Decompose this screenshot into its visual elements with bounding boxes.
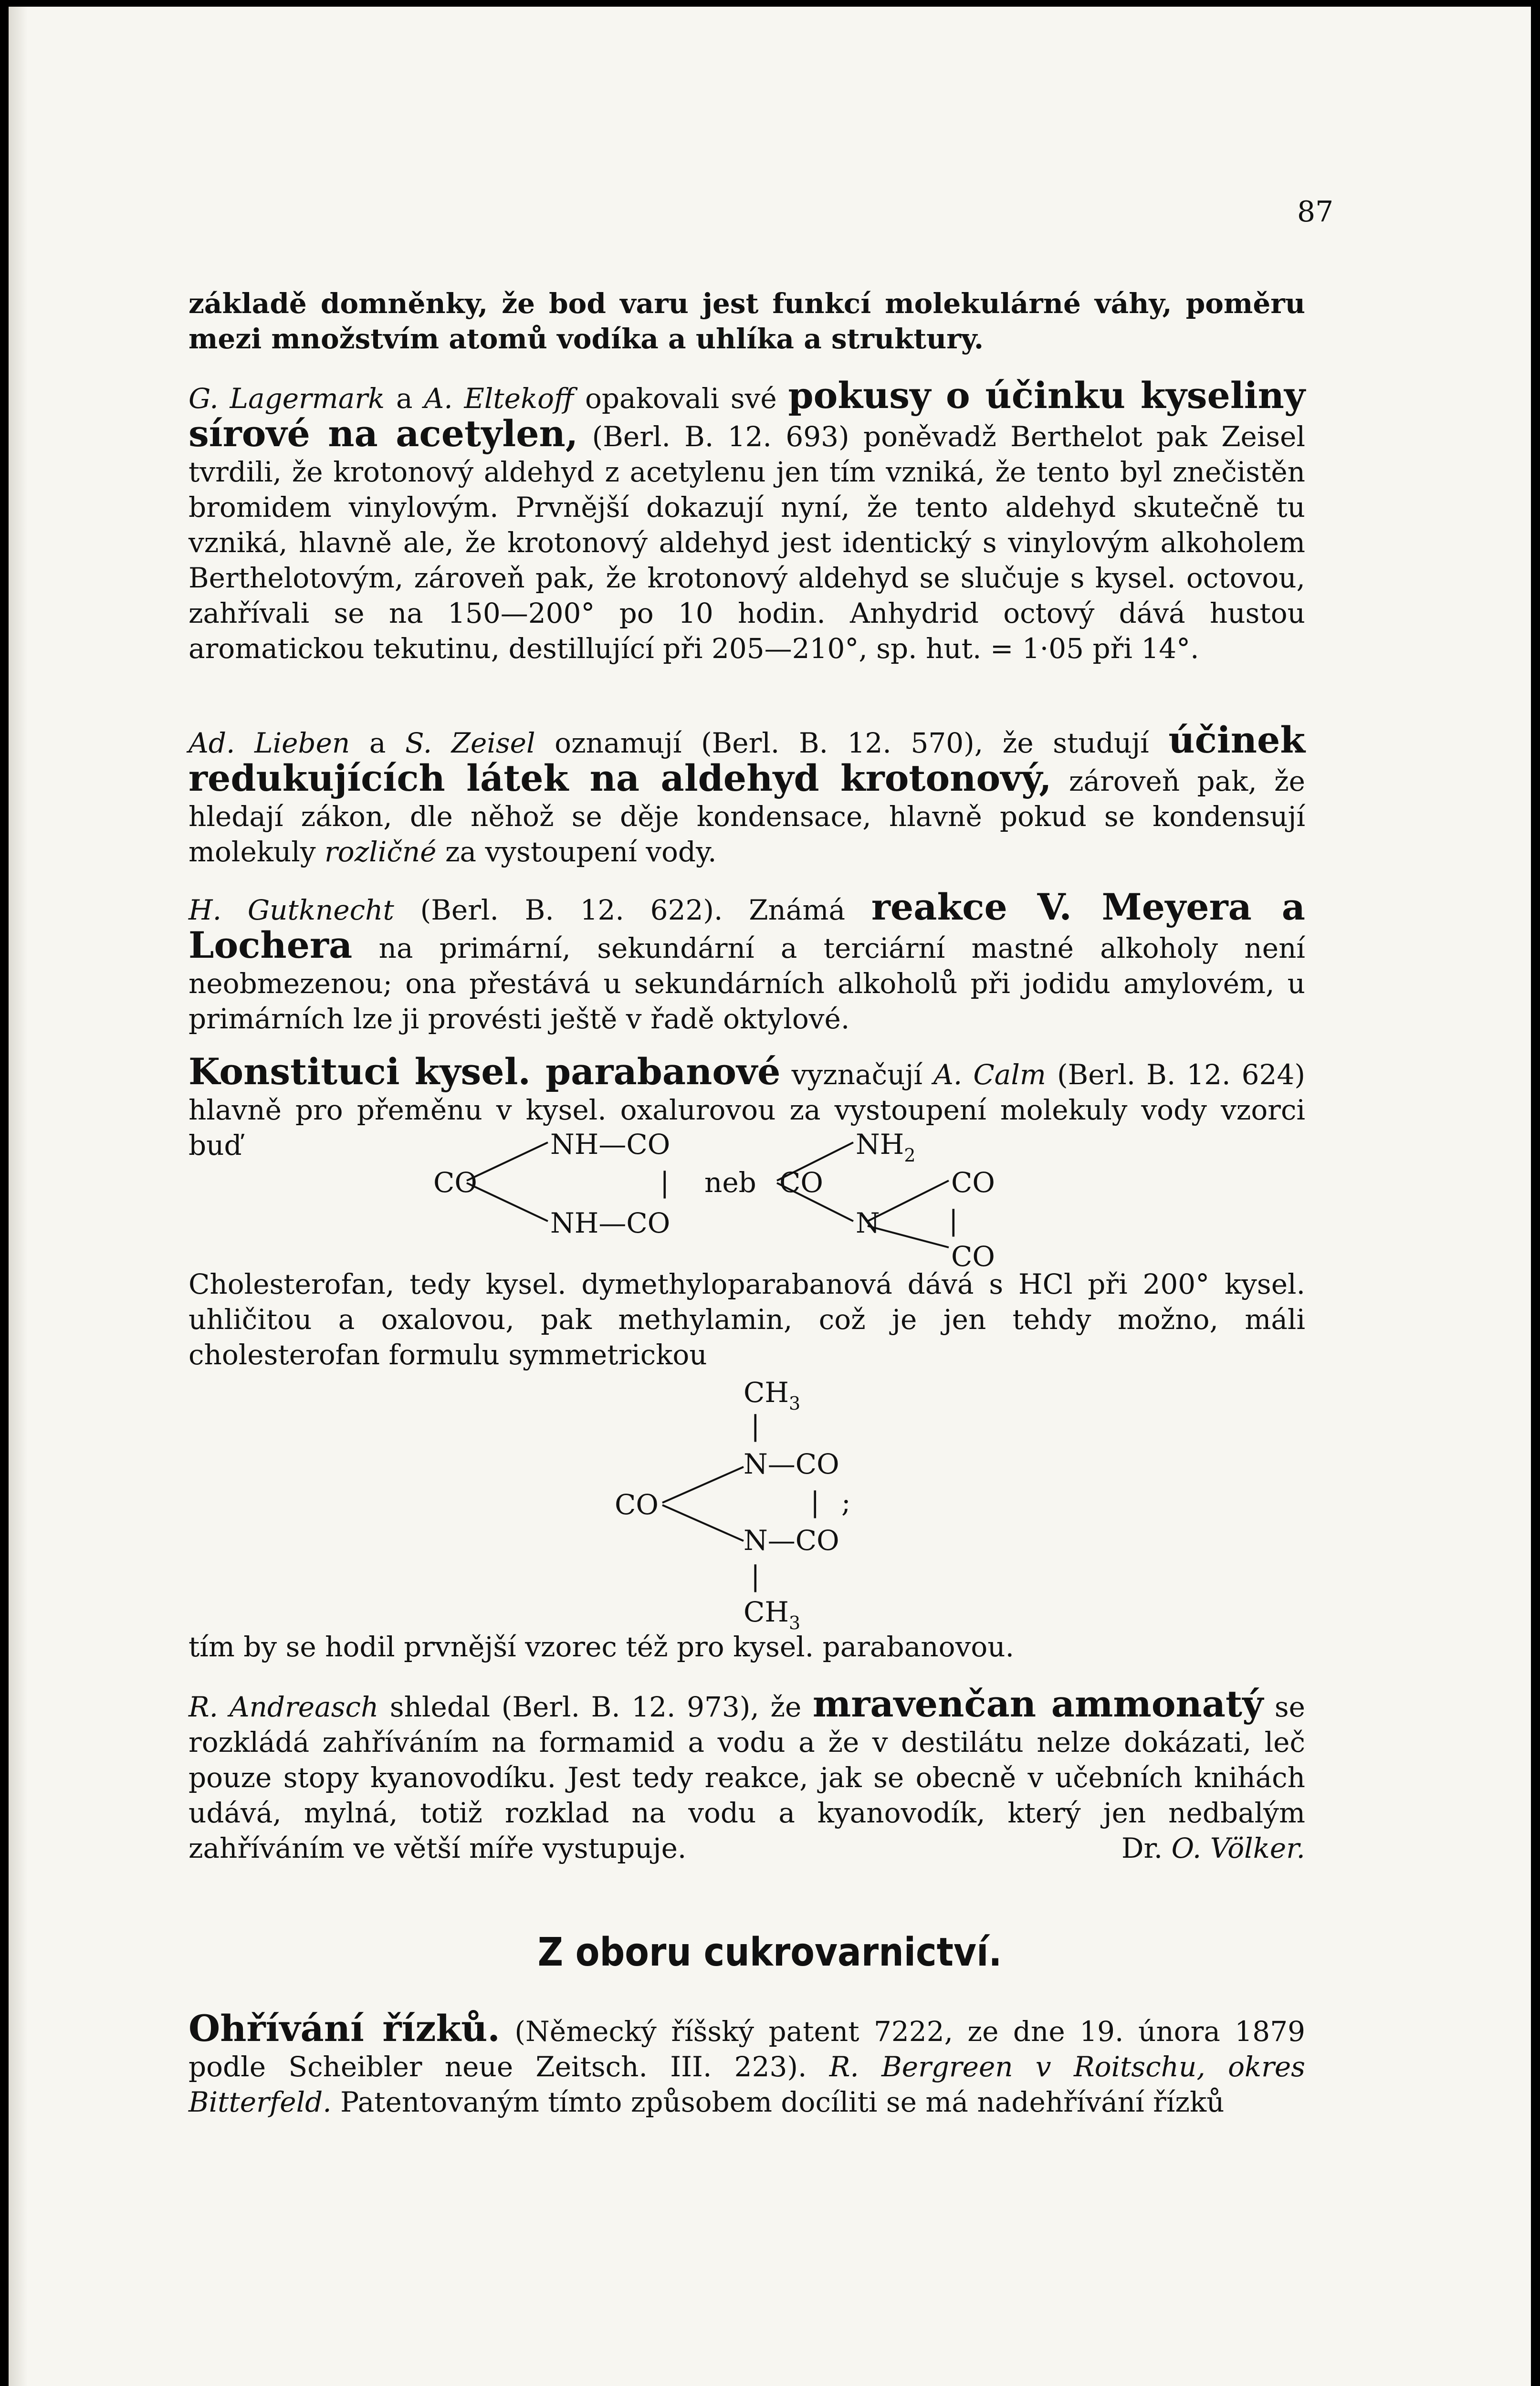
topic-heading: Ohřívání řízků. bbox=[189, 2007, 500, 2050]
author-name: A. Calm bbox=[933, 1058, 1046, 1091]
author-name: Lieben bbox=[254, 727, 350, 759]
emphasis: R. Bergreen v Roitschu, okres Bitterfeld. bbox=[189, 2051, 1305, 2118]
topic-heading: účinek redukujících látek na aldehyd krotonový, bbox=[189, 719, 1306, 799]
paragraph-lagermark bbox=[189, 374, 1306, 666]
formula-bond: | bbox=[751, 1560, 760, 1592]
structural-formula-cholesterofan bbox=[615, 1376, 901, 1634]
formula-co: CO bbox=[951, 1240, 995, 1273]
text-fragment: a bbox=[385, 382, 424, 415]
formula-n-co: N—CO bbox=[744, 1524, 839, 1557]
paragraph-conclusion bbox=[189, 1629, 1305, 1664]
formula-co: CO bbox=[615, 1488, 659, 1521]
formula-bond: | bbox=[660, 1166, 670, 1199]
signature: Dr. O. Völker. bbox=[1121, 1832, 1305, 1864]
author-name: H. Gutknecht bbox=[189, 894, 394, 926]
text-fragment: Patentovaným tímto způsobem docíliti se má nadehřívání řízků bbox=[331, 2086, 1225, 2118]
scanned-page bbox=[9, 7, 1531, 2386]
text-fragment: opakovali své bbox=[574, 382, 788, 415]
formula-nh-co: NH—CO bbox=[550, 1207, 670, 1239]
formula-bond: | bbox=[751, 1410, 760, 1442]
topic-heading: mravenčan ammonatý bbox=[812, 1683, 1264, 1725]
text-fragment: a bbox=[350, 727, 406, 759]
formula-co: CO bbox=[779, 1166, 823, 1199]
formula-nh-co: NH—CO bbox=[550, 1128, 670, 1161]
text-fragment: oznamují (Berl. B. 12. 570), že studují bbox=[535, 727, 1169, 759]
author-name: R. Andreasch bbox=[189, 1691, 379, 1723]
paragraph-lieben bbox=[189, 719, 1306, 869]
text-fragment: na primární, sekundární a terciární mastné alkoholy není neobmezenou; ona přestává u sekundárních alkoholů při jodidu amylovém, u primárních lze ji provésti ještě v řadě oktylové. bbox=[189, 932, 1305, 1035]
topic-heading: reakce V. Meyera a Lochera bbox=[189, 886, 1306, 966]
formula-co: CO bbox=[951, 1166, 995, 1199]
structural-formula-parabanic bbox=[433, 1128, 1101, 1273]
paragraph-text: základě domněnky, že bod varu jest funkcí molekulárné váhy, poměru mezi množstvím atomů vodíka a uhlíka a struktury. bbox=[189, 287, 1305, 355]
topic-heading: pokusy o účinku kyseliny sírové na acetylen, bbox=[189, 374, 1306, 455]
text-fragment: (Berl. B. 12. 693) poněvadž Berthelot pak Zeisel tvrdili, že krotonový aldehyd z acetylenu jen tím vzniká, že tento byl znečistěn bromidem vinylovým. Prvnější dokazují nyní, že tento aldehyd skutečně tu vzniká, hlavně ale, že krotonový aldehyd jest identický s vinylovým alkoholem Berthelotovým, zároveň pak, že krotonový aldehyd se slučuje s kysel. octovou, zahřívali se na 150—200° po 10 hodin. Anhydrid octový dává hustou aromatickou tekutinu, destillující při 205—210°, sp. hut. = 1·05 při 14°. bbox=[189, 420, 1306, 665]
formula-n: N bbox=[856, 1207, 880, 1239]
formula-bonds bbox=[433, 1128, 1101, 1252]
formula-nh2: $NH_2$ bbox=[856, 1128, 916, 1166]
formula-n-co: N—CO bbox=[744, 1448, 839, 1480]
formula-bond: | bbox=[949, 1204, 958, 1237]
paragraph-text: Cholesterofan, tedy kysel. dymethyloparabanová dává s HCl při 200° kysel. uhličitou a oxalovou, pak methylamin, což je jen tehdy možno, máli cholesterofan formulu symmetrickou bbox=[189, 1268, 1305, 1371]
paragraph-rizky bbox=[189, 2007, 1305, 2120]
paragraph-andreasch bbox=[189, 1683, 1305, 1866]
formula-co: CO bbox=[433, 1166, 477, 1199]
text-fragment: za vystoupení vody. bbox=[436, 836, 717, 868]
formula-conjunction: neb bbox=[704, 1166, 756, 1199]
scan-shadow-edge bbox=[9, 7, 28, 2386]
text-fragment: se rozkládá zahříváním na formamid a vodu a že v destilátu nelze dokázati, leč pouze stopy kyanovodíku. Jest tedy reakce, jak se obecně v učebních knihách udává, mylná, totiž rozklad na vodu a kyanovodík, který jen nedbalým zahříváním ve větší míře vystupuje. bbox=[189, 1691, 1305, 1864]
emphasis: rozličné bbox=[325, 836, 437, 868]
formula-ch3: $CH_3$ bbox=[744, 1596, 801, 1633]
text-fragment: (Berl. B. 12. 622). Známá bbox=[394, 894, 871, 926]
author-name: A. Eltekoff bbox=[424, 382, 574, 415]
formula-semicolon: ; bbox=[841, 1486, 851, 1518]
formula-bond: | bbox=[810, 1486, 820, 1518]
paragraph-gutknecht bbox=[189, 886, 1306, 1036]
paragraph-cholesterofan bbox=[189, 1266, 1305, 1372]
formula-ch3: $CH_3$ bbox=[744, 1376, 801, 1414]
topic-heading: Konstituci kysel. parabanové bbox=[189, 1050, 781, 1093]
text-fragment: vyznačují bbox=[780, 1058, 934, 1091]
section-heading: Z oboru cukrovarnictví. bbox=[537, 1930, 1002, 1975]
text-fragment: (Německý říšský patent 7222, ze dne 19. února 1879 podle Scheibler neue Zeitsch. III. 223). bbox=[189, 2015, 1305, 2083]
paragraph-intro bbox=[189, 286, 1305, 356]
author-name: S. Zeisel bbox=[405, 727, 535, 759]
text-fragment: zároveň pak, že hledají zákon, dle něhož se děje kondensace, hlavně pokud se kondensují molekuly bbox=[189, 765, 1305, 868]
paragraph-text: tím by se hodil prvnější vzorec též pro kysel. parabanovou. bbox=[189, 1631, 1015, 1663]
page-number: 87 bbox=[1297, 195, 1334, 229]
text-fragment: shledal (Berl. B. 12. 973), že bbox=[378, 1691, 813, 1723]
text-fragment: Ad. bbox=[189, 727, 255, 759]
author-name: G. Lagermark bbox=[189, 382, 385, 415]
text-fragment: (Berl. B. 12. 624) hlavně pro přeměnu v kysel. oxalurovou za vystoupení molekuly vody vzorci buď bbox=[189, 1058, 1305, 1162]
